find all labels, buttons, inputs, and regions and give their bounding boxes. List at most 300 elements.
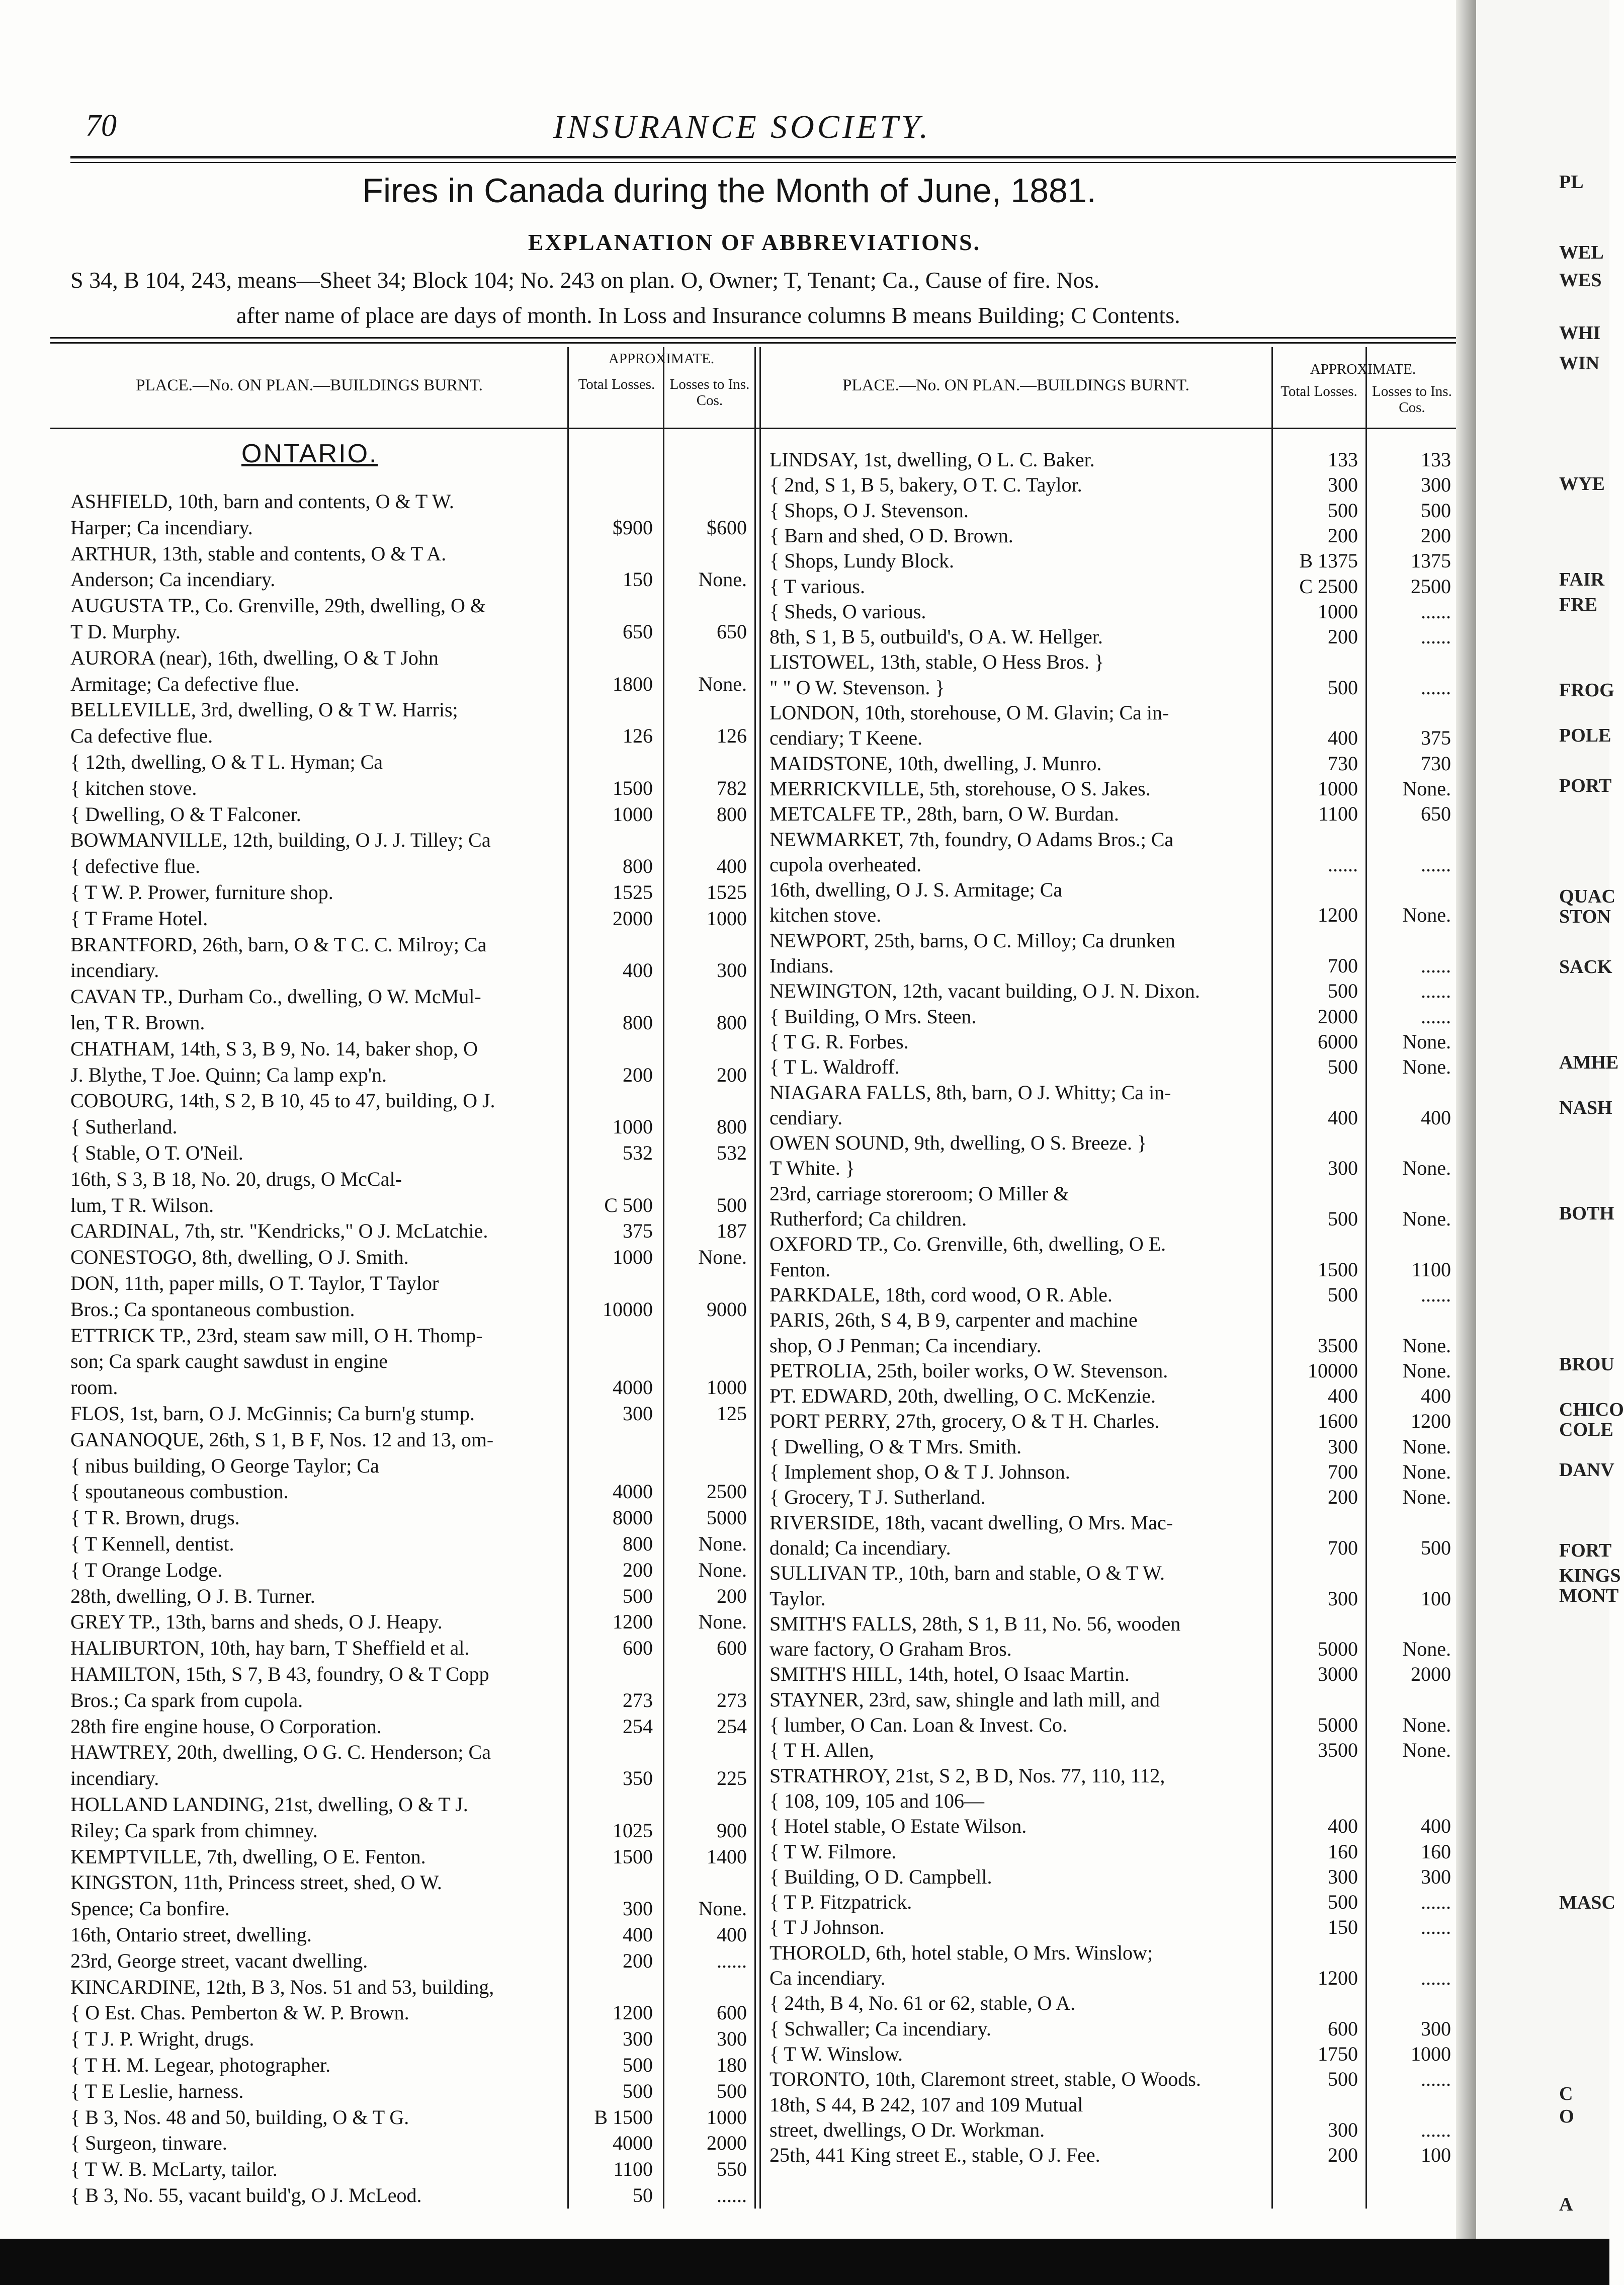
entry-text: { T Kennell, dentist. xyxy=(70,1532,234,1555)
entry-total-loss: 200 xyxy=(623,1063,653,1086)
entry-total-loss: 1200 xyxy=(613,2001,653,2024)
right-approximate-header: APPROXIMATE. xyxy=(1310,361,1416,377)
entry-insured-loss: 100 xyxy=(1421,1587,1451,1610)
entry-text: { Sutherland. xyxy=(70,1115,178,1138)
entry-total-loss: 400 xyxy=(1328,1106,1358,1129)
entry-total-loss: B 1375 xyxy=(1299,549,1358,573)
entry-insured-loss: 1000 xyxy=(707,907,747,930)
entry-text: 8th, S 1, B 5, outbuild's, O A. W. Hellger. xyxy=(770,625,1103,648)
col-divider-left-2 xyxy=(663,347,664,2209)
entry-total-loss: 375 xyxy=(623,1219,653,1243)
entry-insured-loss: 400 xyxy=(1421,1106,1451,1129)
entry-insured-loss: 200 xyxy=(717,1063,747,1086)
entry-text: PARKDALE, 18th, cord wood, O R. Able. xyxy=(770,1283,1113,1306)
entry-text: GREY TP., 13th, barns and sheds, O J. Heapy. xyxy=(70,1610,443,1634)
entry-insured-loss: 600 xyxy=(717,2001,747,2024)
entry-total-loss: 126 xyxy=(623,724,653,748)
entry-insured-loss: ...... xyxy=(1421,2118,1451,2141)
adjacent-page-fragment: DANV xyxy=(1559,1459,1614,1481)
entry-insured-loss: 300 xyxy=(1421,2017,1451,2040)
adjacent-page-fragment: FRE xyxy=(1559,594,1597,615)
entry-insured-loss: 800 xyxy=(717,1011,747,1034)
adjacent-page-fragment: MASC xyxy=(1559,1892,1615,1913)
col-divider-center-b xyxy=(759,347,761,2209)
entry-text: { T J Johnson. xyxy=(770,1916,885,1939)
scan-border-bottom xyxy=(0,2239,1609,2285)
entry-text: { defective flue. xyxy=(70,855,200,878)
adjacent-page-fragment: WHI xyxy=(1559,322,1601,344)
entry-text: 16th, dwelling, O J. S. Armitage; Ca xyxy=(770,878,1063,902)
entry-insured-loss: ...... xyxy=(1421,853,1451,876)
entry-text: TORONTO, 10th, Claremont street, stable, O Woods. xyxy=(770,2068,1201,2091)
entry-text: { Surgeon, tinware. xyxy=(70,2132,227,2155)
entry-total-loss: 10000 xyxy=(603,1297,653,1321)
entry-text: { Hotel stable, O Estate Wilson. xyxy=(770,1815,1027,1838)
entry-insured-loss: None. xyxy=(1402,1435,1451,1458)
entry-insured-loss: 1200 xyxy=(1411,1410,1451,1433)
abbreviations-heading: EXPLANATION OF ABBREVIATIONS. xyxy=(528,229,981,255)
entry-text: KEMPTVILLE, 7th, dwelling, O E. Fenton. xyxy=(70,1845,426,1868)
entry-insured-loss: 2500 xyxy=(707,1480,747,1503)
adjacent-page-fragment: PORT xyxy=(1559,775,1612,796)
entry-total-loss: 254 xyxy=(623,1715,653,1738)
entry-total-loss: 1525 xyxy=(613,881,653,904)
entry-insured-loss: 2500 xyxy=(1411,575,1451,598)
table-top-rule xyxy=(50,337,1459,339)
entry-insured-loss: 254 xyxy=(717,1715,747,1738)
entry-text: RIVERSIDE, 18th, vacant dwelling, O Mrs. Mac- xyxy=(770,1511,1173,1534)
entry-text: Indians. xyxy=(770,954,834,977)
page-title: Fires in Canada during the Month of June, 1881. xyxy=(362,172,1096,210)
entry-insured-loss: 125 xyxy=(717,1402,747,1425)
entry-text: lum, T R. Wilson. xyxy=(70,1193,214,1216)
entry-insured-loss: None. xyxy=(698,1532,747,1555)
entry-insured-loss: 100 xyxy=(1421,2144,1451,2167)
entry-text: " " O W. Stevenson. } xyxy=(770,676,945,699)
entry-text: { 2nd, S 1, B 5, bakery, O T. C. Taylor. xyxy=(770,473,1082,497)
entry-text: { Schwaller; Ca incendiary. xyxy=(770,2017,991,2040)
entry-text: LINDSAY, 1st, dwelling, O L. C. Baker. xyxy=(770,448,1095,471)
entry-text: Rutherford; Ca children. xyxy=(770,1207,967,1230)
entry-total-loss: 650 xyxy=(623,620,653,643)
entry-text: 25th, 441 King street E., stable, O J. Fee. xyxy=(770,2144,1100,2167)
entry-total-loss: 300 xyxy=(1328,2118,1358,2141)
entry-text: J. Blythe, T Joe. Quinn; Ca lamp exp'n. xyxy=(70,1063,387,1086)
entry-insured-loss: None. xyxy=(1402,1207,1451,1230)
entry-text: { T W. Filmore. xyxy=(770,1840,897,1863)
entry-text: Ca defective flue. xyxy=(70,724,213,748)
entry-text: FLOS, 1st, barn, O J. McGinnis; Ca burn'g stump. xyxy=(70,1402,475,1425)
entry-text: KINGSTON, 11th, Princess street, shed, O W. xyxy=(70,1871,442,1894)
entry-total-loss: 800 xyxy=(623,1011,653,1034)
entry-insured-loss: None. xyxy=(698,672,747,695)
entry-insured-loss: 532 xyxy=(717,1141,747,1164)
entry-insured-loss: 9000 xyxy=(707,1297,747,1321)
entry-total-loss: 1500 xyxy=(1318,1258,1358,1281)
entry-text: Bros.; Ca spark from cupola. xyxy=(70,1688,303,1711)
entry-text: LONDON, 10th, storehouse, O M. Glavin; Ca in- xyxy=(770,701,1169,724)
entry-total-loss: 1500 xyxy=(613,1845,653,1868)
entry-insured-loss: 650 xyxy=(717,620,747,643)
entry-insured-loss: 600 xyxy=(717,1637,747,1660)
entry-total-loss: ...... xyxy=(1328,853,1358,876)
header-rule-thick xyxy=(70,156,1459,158)
entry-insured-loss: 500 xyxy=(1421,499,1451,522)
entry-insured-loss: 2000 xyxy=(707,2132,747,2155)
entry-total-loss: 300 xyxy=(1328,1435,1358,1458)
entry-total-loss: 500 xyxy=(1328,1055,1358,1079)
entry-insured-loss: None. xyxy=(698,1897,747,1920)
entry-insured-loss: None. xyxy=(1402,904,1451,927)
entry-total-loss: 4000 xyxy=(613,1480,653,1503)
entry-text: len, T R. Brown. xyxy=(70,1011,205,1034)
entry-total-loss: 500 xyxy=(1328,2068,1358,2091)
adjacent-page-fragment: WEL xyxy=(1559,242,1604,263)
abbreviations-legend-line-2: after name of place are days of month. In Loss and Insurance columns B means Building; C Contents. xyxy=(236,302,1180,328)
adjacent-page-fragment: C xyxy=(1559,2083,1573,2104)
entry-text: incendiary. xyxy=(70,959,159,982)
entry-text: { Sheds, O various. xyxy=(770,600,926,623)
entry-insured-loss: ...... xyxy=(1421,600,1451,623)
entry-total-loss: 300 xyxy=(623,2027,653,2051)
adjacent-page-fragment: NASH xyxy=(1559,1097,1612,1118)
entry-text: { T W. B. McLarty, tailor. xyxy=(70,2158,278,2181)
adjacent-page-fragment: BOTH xyxy=(1559,1203,1614,1224)
adjacent-page-fragment: POLE xyxy=(1559,725,1611,746)
entry-insured-loss: 2000 xyxy=(1411,1663,1451,1686)
entry-text: cendiary. xyxy=(770,1106,843,1129)
entry-text: ware factory, O Graham Bros. xyxy=(770,1638,1012,1661)
entry-text: { T G. R. Forbes. xyxy=(770,1030,909,1053)
entry-insured-loss: 1525 xyxy=(707,881,747,904)
table-top-rule-2 xyxy=(50,342,1459,344)
entry-insured-loss: None. xyxy=(698,1610,747,1634)
entry-text: Spence; Ca bonfire. xyxy=(70,1897,230,1920)
adjacent-page-fragment: PL xyxy=(1559,172,1584,193)
entry-text: { Implement shop, O & T J. Johnson. xyxy=(770,1460,1070,1483)
entry-total-loss: 800 xyxy=(623,1532,653,1555)
entry-text: { T Frame Hotel. xyxy=(70,907,208,930)
entry-text: room. xyxy=(70,1376,118,1399)
entry-text: MAIDSTONE, 10th, dwelling, J. Munro. xyxy=(770,752,1102,775)
adjacent-page-fragment: AMHE xyxy=(1559,1052,1619,1073)
entry-total-loss: 1000 xyxy=(1318,777,1358,800)
entry-insured-loss: ...... xyxy=(1421,954,1451,977)
entry-total-loss: 2000 xyxy=(613,907,653,930)
adjacent-page-fragment: MONT xyxy=(1559,1585,1619,1606)
entry-insured-loss: 300 xyxy=(717,959,747,982)
entry-total-loss: 500 xyxy=(623,1584,653,1607)
entry-text: MERRICKVILLE, 5th, storehouse, O S. Jakes. xyxy=(770,777,1151,800)
entry-text: GANANOQUE, 26th, S 1, B F, Nos. 12 and 13, om- xyxy=(70,1428,494,1451)
entry-insured-loss: None. xyxy=(1402,1713,1451,1736)
entry-text: donald; Ca incendiary. xyxy=(770,1536,951,1559)
entry-text: { nibus building, O George Taylor; Ca xyxy=(70,1454,379,1477)
entry-insured-loss: 800 xyxy=(717,1115,747,1138)
entry-insured-loss: ...... xyxy=(1421,2068,1451,2091)
entry-text: SMITH'S HILL, 14th, hotel, O Isaac Martin. xyxy=(770,1663,1130,1686)
entry-text: { 24th, B 4, No. 61 or 62, stable, O A. xyxy=(770,1992,1076,2015)
entry-text: BOWMANVILLE, 12th, building, O J. J. Tilley; Ca xyxy=(70,829,491,852)
entry-text: HAMILTON, 15th, S 7, B 43, foundry, O & T Copp xyxy=(70,1663,489,1685)
adjacent-page-fragment: WYE xyxy=(1559,473,1605,495)
abbreviations-legend-line-1: S 34, B 104, 243, means—Sheet 34; Block 104; No. 243 on plan. O, Owner; T, Tenant; Ca., Cause of fire. Nos. xyxy=(70,267,1100,293)
entry-total-loss: 500 xyxy=(1328,1891,1358,1914)
entry-insured-loss: 5000 xyxy=(707,1506,747,1529)
left-place-header: PLACE.—No. ON PLAN.—BUILDINGS BURNT. xyxy=(136,376,483,394)
entry-insured-loss: 500 xyxy=(717,1193,747,1216)
entry-total-loss: 500 xyxy=(1328,980,1358,1003)
entry-insured-loss: None. xyxy=(1402,1334,1451,1357)
entry-insured-loss: 650 xyxy=(1421,802,1451,826)
entry-text: { T Orange Lodge. xyxy=(70,1558,223,1581)
entry-total-loss: 6000 xyxy=(1318,1030,1358,1053)
entry-total-loss: 1200 xyxy=(613,1610,653,1634)
entry-total-loss: 3500 xyxy=(1318,1739,1358,1762)
entry-insured-loss: 375 xyxy=(1421,726,1451,750)
entry-insured-loss: 1000 xyxy=(707,2105,747,2129)
entry-insured-loss: 900 xyxy=(717,1819,747,1842)
entry-total-loss: 300 xyxy=(1328,473,1358,497)
entry-total-loss: 400 xyxy=(1328,726,1358,750)
entry-text: { T P. Fitzpatrick. xyxy=(770,1891,912,1914)
entry-total-loss: 400 xyxy=(1328,1384,1358,1408)
entry-text: kitchen stove. xyxy=(770,904,882,927)
entry-total-loss: 1000 xyxy=(613,1115,653,1138)
entry-insured-loss: ...... xyxy=(1421,1916,1451,1939)
entry-total-loss: 3000 xyxy=(1318,1663,1358,1686)
entry-total-loss: 700 xyxy=(1328,954,1358,977)
entry-text: { 12th, dwelling, O & T L. Hyman; Ca xyxy=(70,751,383,773)
entry-text: { Building, O D. Campbell. xyxy=(770,1865,992,1888)
entry-insured-loss: None. xyxy=(1402,1157,1451,1180)
entry-text: Armitage; Ca defective flue. xyxy=(70,672,300,695)
entry-text: Bros.; Ca spontaneous combustion. xyxy=(70,1297,355,1321)
entry-text: PETROLIA, 25th, boiler works, O W. Stevenson. xyxy=(770,1359,1168,1382)
entry-insured-loss: 400 xyxy=(1421,1384,1451,1408)
entry-text: KINCARDINE, 12th, B 3, Nos. 51 and 53, building, xyxy=(70,1975,494,1998)
entry-total-loss: 1800 xyxy=(613,672,653,695)
entry-text: AURORA (near), 16th, dwelling, O & T John xyxy=(70,646,439,669)
entry-text: { spoutaneous combustion. xyxy=(70,1480,289,1503)
entry-total-loss: $900 xyxy=(613,516,653,539)
entry-text: { Dwelling, O & T Mrs. Smith. xyxy=(770,1435,1022,1458)
entry-total-loss: 700 xyxy=(1328,1460,1358,1483)
entry-text: 28th fire engine house, O Corporation. xyxy=(70,1715,382,1738)
adjacent-page-fragment: WES xyxy=(1559,270,1602,291)
col-divider-center-a xyxy=(754,347,756,2209)
entry-text: HAWTREY, 20th, dwelling, O G. C. Henderson; Ca xyxy=(70,1741,491,1764)
entry-text: { T H. Allen, xyxy=(770,1739,874,1762)
entry-text: { Barn and shed, O D. Brown. xyxy=(770,524,1013,547)
entry-total-loss: 150 xyxy=(623,568,653,591)
entry-total-loss: 500 xyxy=(623,2079,653,2102)
entry-total-loss: 500 xyxy=(623,2054,653,2076)
adjacent-page-fragment: KINGS xyxy=(1559,1565,1621,1586)
entry-insured-loss: 300 xyxy=(1421,473,1451,497)
entry-text: { Shops, O J. Stevenson. xyxy=(770,499,969,522)
page-gutter-shadow xyxy=(1456,0,1476,2239)
entry-insured-loss: 550 xyxy=(717,2158,747,2181)
entry-insured-loss: 400 xyxy=(1421,1815,1451,1838)
header-rule-thin xyxy=(70,162,1459,163)
entry-text: { T H. M. Legear, photographer. xyxy=(70,2054,331,2076)
left-approximate-header: APPROXIMATE. xyxy=(608,351,715,367)
entry-total-loss: 1200 xyxy=(1318,904,1358,927)
entry-text: 18th, S 44, B 242, 107 and 109 Mutual xyxy=(770,2093,1083,2116)
col-divider-left-1 xyxy=(567,347,569,2209)
entry-total-loss: 200 xyxy=(1328,524,1358,547)
entry-total-loss: 4000 xyxy=(613,2132,653,2155)
entry-text: cendiary; T Keene. xyxy=(770,726,922,750)
entry-text: PARIS, 26th, S 4, B 9, carpenter and machine xyxy=(770,1309,1138,1332)
entry-total-loss: B 1500 xyxy=(594,2105,653,2129)
adjacent-page-fragment: QUAC xyxy=(1559,886,1615,907)
entry-insured-loss: None. xyxy=(698,1246,747,1269)
entry-total-loss: 700 xyxy=(1328,1536,1358,1559)
entry-insured-loss: 300 xyxy=(717,2027,747,2051)
entry-total-loss: 1025 xyxy=(613,1819,653,1842)
adjacent-page-fragment: BROU xyxy=(1559,1354,1614,1375)
entry-total-loss: 200 xyxy=(623,1558,653,1581)
entry-text: SULLIVAN TP., 10th, barn and stable, O & T W. xyxy=(770,1562,1165,1585)
page-number: 70 xyxy=(86,109,117,143)
entry-text: Harper; Ca incendiary. xyxy=(70,516,253,539)
entry-total-loss: 1000 xyxy=(613,802,653,826)
entry-total-loss: 1000 xyxy=(1318,600,1358,623)
entry-text: STRATHROY, 21st, S 2, B D, Nos. 77, 110, 112, xyxy=(770,1764,1165,1787)
entry-text: street, dwellings, O Dr. Workman. xyxy=(770,2118,1045,2141)
entry-total-loss: 1500 xyxy=(613,776,653,799)
entry-insured-loss: 133 xyxy=(1421,448,1451,471)
entry-text: { T W. Winslow. xyxy=(770,2042,903,2065)
entry-insured-loss: 1000 xyxy=(707,1376,747,1399)
entry-total-loss: 350 xyxy=(623,1767,653,1790)
entry-total-loss: 1750 xyxy=(1318,2042,1358,2065)
entry-total-loss: 200 xyxy=(623,1949,653,1972)
entry-insured-loss: None. xyxy=(1402,1638,1451,1661)
entry-text: { B 3, No. 55, vacant build'g, O J. McLeod. xyxy=(70,2184,422,2207)
entry-insured-loss: 200 xyxy=(1421,524,1451,547)
entry-text: SMITH'S FALLS, 28th, S 1, B 11, No. 56, wooden xyxy=(770,1612,1181,1635)
entry-text: CAVAN TP., Durham Co., dwelling, O W. McMul- xyxy=(70,985,481,1008)
entry-insured-loss: None. xyxy=(1402,777,1451,800)
entry-insured-loss: None. xyxy=(1402,1359,1451,1382)
right-total-header: Total Losses. xyxy=(1280,383,1357,399)
entry-text: Anderson; Ca incendiary. xyxy=(70,568,276,591)
entry-text: 23rd, carriage storeroom; O Miller & xyxy=(770,1182,1069,1205)
entry-insured-loss: ...... xyxy=(1421,625,1451,648)
entry-total-loss: 4000 xyxy=(613,1376,653,1399)
entry-text: CONESTOGO, 8th, dwelling, O J. Smith. xyxy=(70,1246,409,1269)
adjacent-page-fragment: CHICO xyxy=(1559,1399,1624,1420)
entry-text: ARTHUR, 13th, stable and contents, O & T A. xyxy=(70,542,447,565)
entry-text: METCALFE TP., 28th, barn, O W. Burdan. xyxy=(770,802,1119,826)
entry-text: STAYNER, 23rd, saw, shingle and lath mill, and xyxy=(770,1688,1160,1711)
entry-total-loss: 8000 xyxy=(613,1506,653,1529)
entry-insured-loss: ...... xyxy=(1421,1967,1451,1989)
entry-total-loss: 150 xyxy=(1328,1916,1358,1939)
entry-total-loss: 50 xyxy=(633,2184,653,2207)
entry-text: PORT PERRY, 27th, grocery, O & T H. Charles. xyxy=(770,1410,1160,1433)
entry-text: { 108, 109, 105 and 106— xyxy=(770,1789,984,1812)
entry-total-loss: C 500 xyxy=(604,1193,653,1216)
entry-total-loss: 160 xyxy=(1328,1840,1358,1863)
entry-total-loss: 800 xyxy=(623,855,653,878)
adjacent-page-fragment: FROG xyxy=(1559,680,1614,701)
entry-total-loss: 400 xyxy=(623,959,653,982)
entry-insured-loss: None. xyxy=(698,1558,747,1581)
entry-text: { Grocery, T J. Sutherland. xyxy=(770,1486,986,1509)
entry-insured-loss: 273 xyxy=(717,1688,747,1711)
left-insured-header: Losses to Ins. Cos. xyxy=(669,376,750,409)
entry-total-loss: 1100 xyxy=(1318,802,1358,826)
entry-total-loss: 10000 xyxy=(1308,1359,1358,1382)
entry-total-loss: 200 xyxy=(1328,625,1358,648)
entry-total-loss: 1000 xyxy=(613,1246,653,1269)
right-place-header: PLACE.—No. ON PLAN.—BUILDINGS BURNT. xyxy=(842,376,1189,394)
entry-text: CARDINAL, 7th, str. "Kendricks," O J. McLatchie. xyxy=(70,1219,488,1243)
entry-text: { T J. P. Wright, drugs. xyxy=(70,2027,254,2051)
entry-insured-loss: ...... xyxy=(1421,1891,1451,1914)
entry-text: { kitchen stove. xyxy=(70,776,197,799)
entry-text: T D. Murphy. xyxy=(70,620,181,643)
entry-total-loss: C 2500 xyxy=(1299,575,1358,598)
entry-text: 16th, Ontario street, dwelling. xyxy=(70,1923,312,1946)
entry-insured-loss: 1000 xyxy=(1411,2042,1451,2065)
right-insured-header: Losses to Ins. Cos. xyxy=(1372,383,1452,416)
entry-text: Ca incendiary. xyxy=(770,1967,886,1989)
left-total-header: Total Losses. xyxy=(578,376,655,392)
entry-total-loss: 730 xyxy=(1328,752,1358,775)
entry-text: Riley; Ca spark from chimney. xyxy=(70,1819,318,1842)
entry-total-loss: 200 xyxy=(1328,1486,1358,1509)
running-head: INSURANCE SOCIETY. xyxy=(553,109,931,145)
entry-insured-loss: None. xyxy=(1402,1739,1451,1762)
entry-text: shop, O J Penman; Ca incendiary. xyxy=(770,1334,1042,1357)
adjacent-page-fragment: WIN xyxy=(1559,353,1600,374)
entry-text: { Shops, Lundy Block. xyxy=(770,549,954,573)
adjacent-page-fragment: FORT xyxy=(1559,1540,1612,1561)
entry-total-loss: 200 xyxy=(1328,2144,1358,2167)
entry-text: 28th, dwelling, O J. B. Turner. xyxy=(70,1584,315,1607)
entry-text: { T various. xyxy=(770,575,865,598)
entry-total-loss: 300 xyxy=(1328,1865,1358,1888)
adjacent-page-fragment: SACK xyxy=(1559,956,1612,977)
entry-insured-loss: 730 xyxy=(1421,752,1451,775)
entry-total-loss: 1600 xyxy=(1318,1410,1358,1433)
entry-text: cupola overheated. xyxy=(770,853,922,876)
entry-total-loss: 1200 xyxy=(1318,1967,1358,1989)
entry-insured-loss: 800 xyxy=(717,802,747,826)
entry-text: OXFORD TP., Co. Grenville, 6th, dwelling, O E. xyxy=(770,1233,1166,1256)
entry-insured-loss: 782 xyxy=(717,776,747,799)
entry-text: { Building, O Mrs. Steen. xyxy=(770,1005,977,1028)
entry-text: { T W. P. Prower, furniture shop. xyxy=(70,881,333,904)
entry-insured-loss: 1375 xyxy=(1411,549,1451,573)
entry-insured-loss: 187 xyxy=(717,1219,747,1243)
entry-text: { O Est. Chas. Pemberton & W. P. Brown. xyxy=(70,2001,409,2024)
entry-insured-loss: 1400 xyxy=(707,1845,747,1868)
entry-insured-loss: None. xyxy=(1402,1460,1451,1483)
entry-total-loss: 500 xyxy=(1328,499,1358,522)
entry-insured-loss: 500 xyxy=(1421,1536,1451,1559)
entry-text: THOROLD, 6th, hotel stable, O Mrs. Winslow; xyxy=(770,1941,1153,1964)
entry-total-loss: 3500 xyxy=(1318,1334,1358,1357)
entry-text: ASHFIELD, 10th, barn and contents, O & T W. xyxy=(70,490,454,513)
entry-text: NIAGARA FALLS, 8th, barn, O J. Whitty; Ca in- xyxy=(770,1081,1171,1104)
entry-text: COBOURG, 14th, S 2, B 10, 45 to 47, building, O J. xyxy=(70,1089,495,1112)
